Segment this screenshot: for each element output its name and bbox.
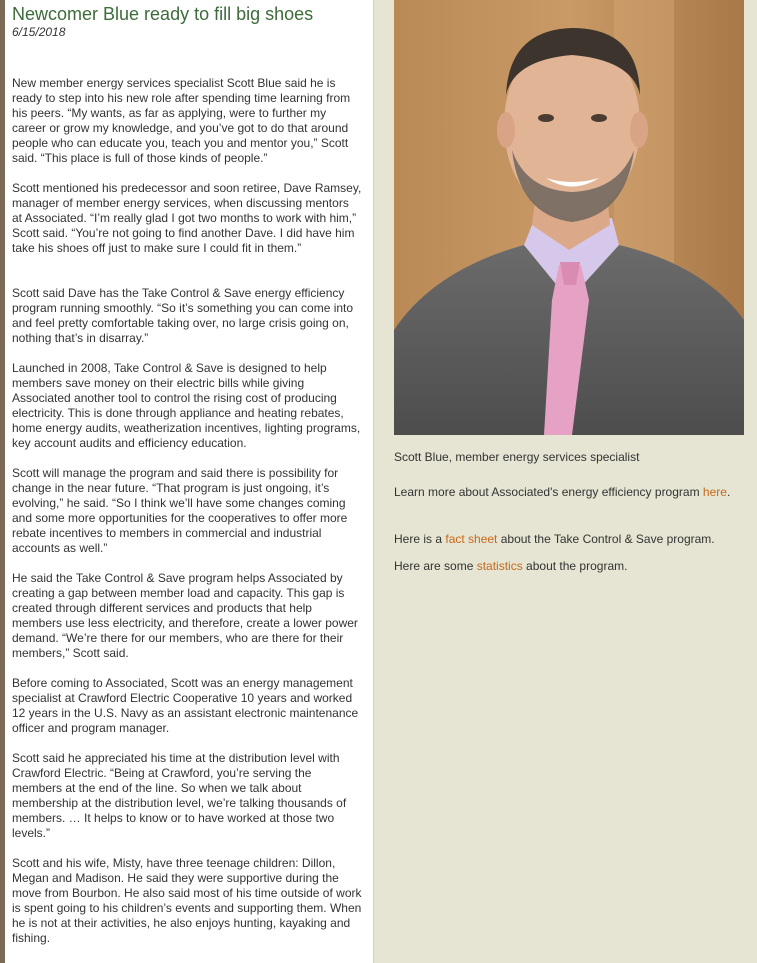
paragraph: Launched in 2008, Take Control & Save is designed to help members save money on their electric bills while giving Associated another tool to control the rising cost of producing electricity. This is done through appliance and heating rebates, home energy audits, weatherization incentives, lighting programs, key account audits and efficiency education. xyxy=(12,361,361,450)
statistics-link[interactable]: statistics xyxy=(476,559,523,573)
paragraph: Scott will manage the program and said there is possibility for change in the near future. “That program is just ongoing, it’s evolving,” he said. “So I think we’ll have some changes coming and some more opportunities for the cooperatives to offer more rebate incentives to members in commercial and industrial accounts as well.” xyxy=(12,466,348,555)
statistics-text xyxy=(394,559,627,574)
paragraph: Before coming to Associated, Scott was an energy management specialist at Crawford Electric Cooperative 10 years and worked 12 years in the U.S. Navy as an assistant electronic maintenance officer and program manager. xyxy=(12,676,359,735)
portrait-photo xyxy=(394,0,744,435)
sidebar xyxy=(373,0,757,963)
page-edge xyxy=(0,0,5,963)
paragraph: Scott said he appreciated his time at the distribution level with Crawford Electric. “Being at Crawford, you’re serving the members at the end of the line. So when we talk about membership at the distribution level, we’re talking thousands of members. … It helps to know or to have worked at those two levels.” xyxy=(12,751,347,840)
photo-caption: Scott Blue, member energy services specialist xyxy=(394,450,640,464)
paragraph: Scott and his wife, Misty, have three teenage children: Dillon, Megan and Madison. He said they were supportive during the move from Bourbon. He also said most of his time outside of work is spent going to his children’s events and supporting them. When he is not at their activities, he also enjoys hunting, kayaking and fishing. xyxy=(12,856,362,945)
paragraph: Scott said Dave has the Take Control & Save energy efficiency program running smoothly. “So it’s something you can come into and feel pretty comfortable taking over, no large crisis going on, nothing that’s in disarray.” xyxy=(12,286,354,345)
learn-more-text xyxy=(394,485,730,500)
learn-more-suffix: . xyxy=(726,485,731,499)
article-date: 6/15/2018 xyxy=(12,25,66,39)
learn-more-prefix: Learn more about Associated's energy efficiency program xyxy=(394,485,703,499)
fact-sheet-link[interactable]: fact sheet xyxy=(445,532,498,546)
paragraph: He said the Take Control & Save program helps Associated by creating a gap between member load and capacity. This gap is created through different services and products that help members use less electricity, and therefore, create a lower power demand. “We’re there for our members, who are there for their members,” Scott said. xyxy=(12,571,358,660)
fact-sheet-suffix: about the Take Control & Save program. xyxy=(497,532,715,546)
fact-sheet-text xyxy=(394,532,715,547)
paragraph: Scott mentioned his predecessor and soon retiree, Dave Ramsey, manager of member energy services, when discussing mentors at Associated. “I’m really glad I got two months to work with him,” Scott said. “You’re not going to find another Dave. I did have him take his shoes off just to make sure I could fit in them.” xyxy=(12,181,362,255)
article-title: Newcomer Blue ready to fill big shoes xyxy=(12,4,314,24)
article xyxy=(12,0,362,946)
learn-more-link[interactable]: here xyxy=(702,485,727,499)
statistics-prefix: Here are some xyxy=(394,559,477,573)
paragraph: New member energy services specialist Scott Blue said he is ready to step into his new role after spending time learning from his peers. “My wants, as far as applying, were to further my career or grow my knowledge, and you’ve got to do that around people who can educate you, teach you and mentor you,” Scott said. “This place is full of those kinds of people.” xyxy=(12,76,351,165)
fact-sheet-prefix: Here is a xyxy=(394,532,446,546)
statistics-suffix: about the program. xyxy=(522,559,628,573)
